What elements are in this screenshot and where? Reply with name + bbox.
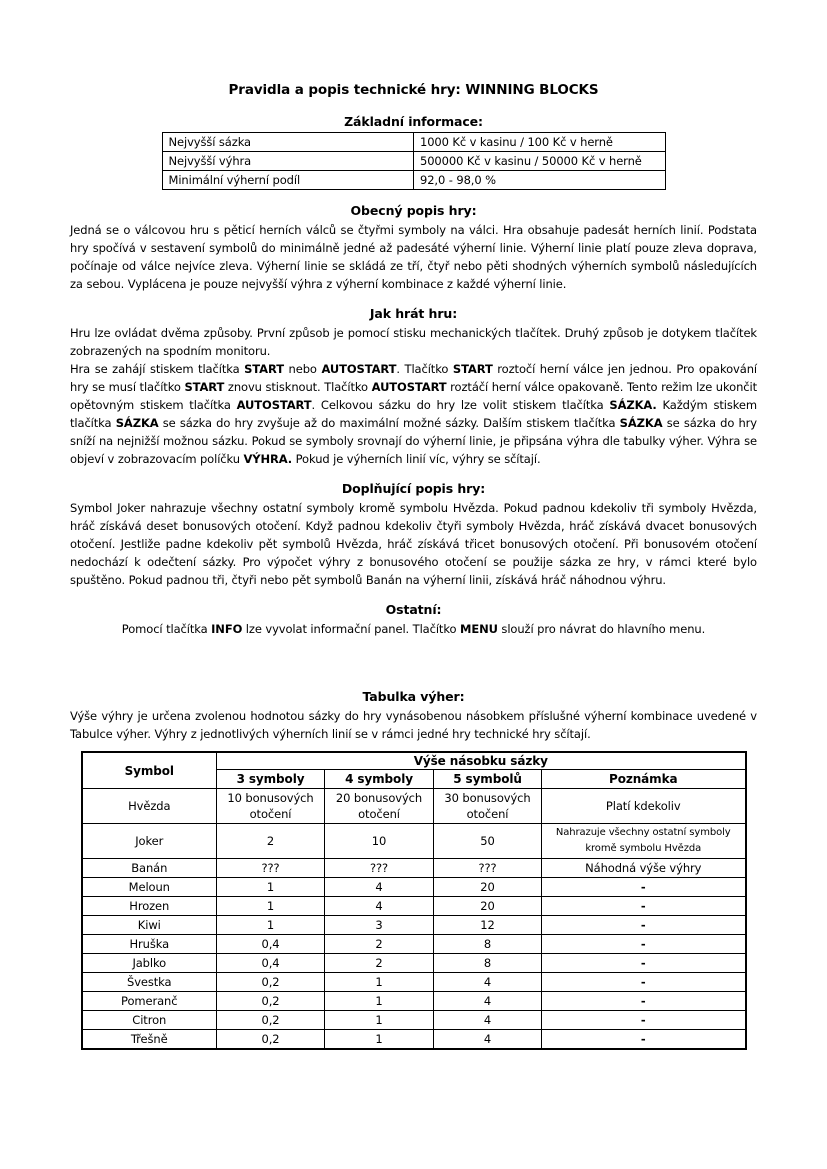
paytable-cell-5: ??? (434, 859, 542, 878)
how-to-play-heading: Jak hrát hru: (369, 306, 458, 321)
paytable-cell-3: 0,2 (217, 992, 325, 1011)
basic-info-table (162, 132, 666, 190)
info-label-max-win: Nejvyšší výhra (162, 152, 414, 171)
paytable-cell-symbol: Citron (82, 1011, 217, 1030)
paytable-row-joker (82, 824, 746, 859)
paytable-cell-3: 0,2 (217, 1030, 325, 1050)
paytable-cell-3: ??? (217, 859, 325, 878)
paytable-cell-note: - (542, 897, 746, 916)
table-row (162, 171, 665, 190)
paytable-row-hruska (82, 935, 746, 954)
paytable-cell-4: ??? (325, 859, 434, 878)
paytable-cell-note: - (542, 916, 746, 935)
paytable-header-note: Poznámka (542, 770, 746, 789)
paytable-cell-5: 4 (434, 1030, 542, 1050)
paytable-cell-note: - (542, 878, 746, 897)
info-label-max-bet: Nejvyšší sázka (162, 133, 414, 152)
paytable-row-meloun (82, 878, 746, 897)
paytable-cell-symbol: Pomeranč (82, 992, 217, 1011)
additional-description-heading: Doplňující popis hry: (341, 481, 486, 496)
paytable-cell-4: 1 (325, 992, 434, 1011)
paytable-cell-note: Náhodná výše výhry (542, 859, 746, 878)
paytable-cell-note: - (542, 935, 746, 954)
paytable-cell-4: 2 (325, 935, 434, 954)
paytable-header-multiplier-group: Výše násobku sázky (217, 752, 746, 770)
paytable-cell-5: 4 (434, 973, 542, 992)
table-row (162, 133, 665, 152)
paytable-cell-4: 2 (325, 954, 434, 973)
paytable-cell-note: - (542, 1030, 746, 1050)
paytable-cell-5: 20 (434, 878, 542, 897)
paytable-cell-5: 50 (434, 824, 542, 859)
info-value-min-payout: 92,0 - 98,0 % (414, 171, 666, 190)
paytable-cell-symbol: Švestka (82, 973, 217, 992)
paytable-intro-text: Výše výhry je určena zvolenou hodnotou sázky do hry vynásobenou násobkem příslušné výherní kombinace uvedené v Tabulce výher. Výhry z jednotlivých výherních linií se v rámci jedné hry technické hry sčítají. (70, 709, 757, 741)
other-text: Pomocí tlačítka INFO lze vyvolat informační panel. Tlačítko MENU slouží pro návrat do hlavního menu. (121, 622, 706, 636)
paytable-header-5-symbols: 5 symbolů (434, 770, 542, 789)
paytable-cell-symbol: Hruška (82, 935, 217, 954)
table-row (162, 152, 665, 171)
paytable-cell-4: 20 bonusových otočení (325, 789, 434, 824)
paytable-row-hvezda (82, 789, 746, 824)
paytable-cell-note: - (542, 992, 746, 1011)
paytable-cell-symbol: Jablko (82, 954, 217, 973)
paytable-cell-4: 4 (325, 878, 434, 897)
paytable-cell-5: 12 (434, 916, 542, 935)
paytable-cell-4: 1 (325, 1030, 434, 1050)
paytable-cell-3: 0,2 (217, 973, 325, 992)
paytable-row-banan (82, 859, 746, 878)
paytable-cell-3: 1 (217, 878, 325, 897)
paytable-cell-3: 10 bonusových otočení (217, 789, 325, 824)
info-value-max-bet: 1000 Kč v kasinu / 100 Kč v herně (414, 133, 666, 152)
paytable-cell-symbol: Banán (82, 859, 217, 878)
paytable-cell-note: Nahrazuje všechny ostatní symboly kromě symbolu Hvězda (542, 824, 746, 859)
paytable-cell-symbol: Hvězda (82, 789, 217, 824)
paytable-row-tresne (82, 1030, 746, 1050)
paytable-header-4-symbols: 4 symboly (325, 770, 434, 789)
paytable-header-3-symbols: 3 symboly (217, 770, 325, 789)
paytable-cell-symbol: Meloun (82, 878, 217, 897)
document-title: Pravidla a popis technické hry: WINNING BLOCKS (228, 82, 599, 98)
paytable-cell-symbol: Hrozen (82, 897, 217, 916)
paytable-cell-4: 1 (325, 973, 434, 992)
paytable-row-kiwi (82, 916, 746, 935)
paytable-cell-4: 1 (325, 1011, 434, 1030)
paytable-row-jablko (82, 954, 746, 973)
paytable-cell-symbol: Joker (82, 824, 217, 859)
info-value-max-win: 500000 Kč v kasinu / 50000 Kč v herně (414, 152, 666, 171)
paytable-cell-note: - (542, 1011, 746, 1030)
paytable (81, 751, 747, 1050)
basic-info-heading: Základní informace: (344, 114, 483, 129)
paytable-cell-3: 0,4 (217, 935, 325, 954)
how-to-play-paragraph-2: Hra se zahájí stiskem tlačítka START nebo AUTOSTART. Tlačítko START roztočí herní válce jen jednou. Pro opakování hry se musí tlačítko START znovu stisknout. Tlačítko AUTOSTART roztáčí herní válce opakovaně. Tento režim lze ukončit opětovným stiskem tlačítka AUTOSTART. Celkovou sázku do hry lze volit stiskem tlačítka SÁZKA. Každým stiskem tlačítka SÁZKA se sázka do hry zvyšuje až do maximální možné sázky. Dalším stiskem tlačítka SÁZKA se sázka do hry sníží na nejnižší možnou sázku. Pokud se symboly srovnají do výherní linie, je připsána výhra dle tabulky výher. Výhra se objeví v zobrazovacím políčku VÝHRA. Pokud je výherních linií víc, výhry se sčítají. (70, 362, 758, 466)
paytable-heading: Tabulka výher: (362, 689, 465, 704)
paytable-row-pomeranc (82, 992, 746, 1011)
paytable-cell-5: 8 (434, 954, 542, 973)
paytable-header-row-1 (82, 752, 746, 770)
info-label-min-payout: Minimální výherní podíl (162, 171, 414, 190)
other-heading: Ostatní: (385, 602, 442, 617)
paytable-cell-5: 8 (434, 935, 542, 954)
paytable-row-svestka (82, 973, 746, 992)
section-spacer (70, 638, 757, 676)
paytable-row-hrozen (82, 897, 746, 916)
paytable-cell-5: 20 (434, 897, 542, 916)
paytable-cell-3: 1 (217, 897, 325, 916)
paytable-row-citron (82, 1011, 746, 1030)
paytable-cell-note: - (542, 973, 746, 992)
paytable-cell-symbol: Třešně (82, 1030, 217, 1050)
paytable-cell-5: 30 bonusových otočení (434, 789, 542, 824)
paytable-cell-5: 4 (434, 1011, 542, 1030)
paytable-cell-note: - (542, 954, 746, 973)
paytable-cell-3: 1 (217, 916, 325, 935)
additional-description-text: Symbol Joker nahrazuje všechny ostatní symboly kromě symbolu Hvězda. Pokud padnou kdekoliv tři symboly Hvězda, hráč získává deset bonusových otočení. Když padnou kdekoliv čtyři symboly Hvězda, hráč získává dvacet bonusových otočení. Jestliže padne kdekoliv pět symbolů Hvězda, hráč získává třicet bonusových otočení. Při bonusovém otočení nedochází k odečtení sázky. Pro výpočet výhry z bonusového otočení se použije sázka ze hry, v rámci které bylo spuštěno. Pokud padnou tři, čtyři nebo pět symbolů Banán na výherní linii, získává hráč náhodnou výhru. (70, 501, 757, 587)
paytable-cell-4: 3 (325, 916, 434, 935)
paytable-cell-5: 4 (434, 992, 542, 1011)
paytable-cell-3: 0,2 (217, 1011, 325, 1030)
general-description-text: Jedná se o válcovou hru s pěticí herních válců se čtyřmi symboly na válci. Hra obsahuje padesát herních linií. Podstata hry spočívá v sestavení symbolů do minimálně jedné až padesáté výherní linie. Výherní linie platí pouze zleva doprava, počínaje od válce nejvíce zleva. Výherní linie se skládá ze tří, čtyř nebo pěti shodných výherních symbolů následujících za sebou. Vyplácena je pouze nejvyšší výhra z výherní kombinace z každé výherní linie. (70, 223, 757, 291)
paytable-cell-note: Platí kdekoliv (542, 789, 746, 824)
paytable-cell-4: 10 (325, 824, 434, 859)
paytable-cell-3: 0,4 (217, 954, 325, 973)
general-description-heading: Obecný popis hry: (350, 203, 477, 218)
paytable-cell-3: 2 (217, 824, 325, 859)
how-to-play-paragraph-1: Hru lze ovládat dvěma způsoby. První způsob je pomocí stisku mechanických tlačítek. Druhý způsob je dotykem tlačítek zobrazených na spodním monitoru. (70, 326, 757, 358)
paytable-cell-symbol: Kiwi (82, 916, 217, 935)
paytable-cell-4: 4 (325, 897, 434, 916)
paytable-header-symbol: Symbol (82, 752, 217, 789)
